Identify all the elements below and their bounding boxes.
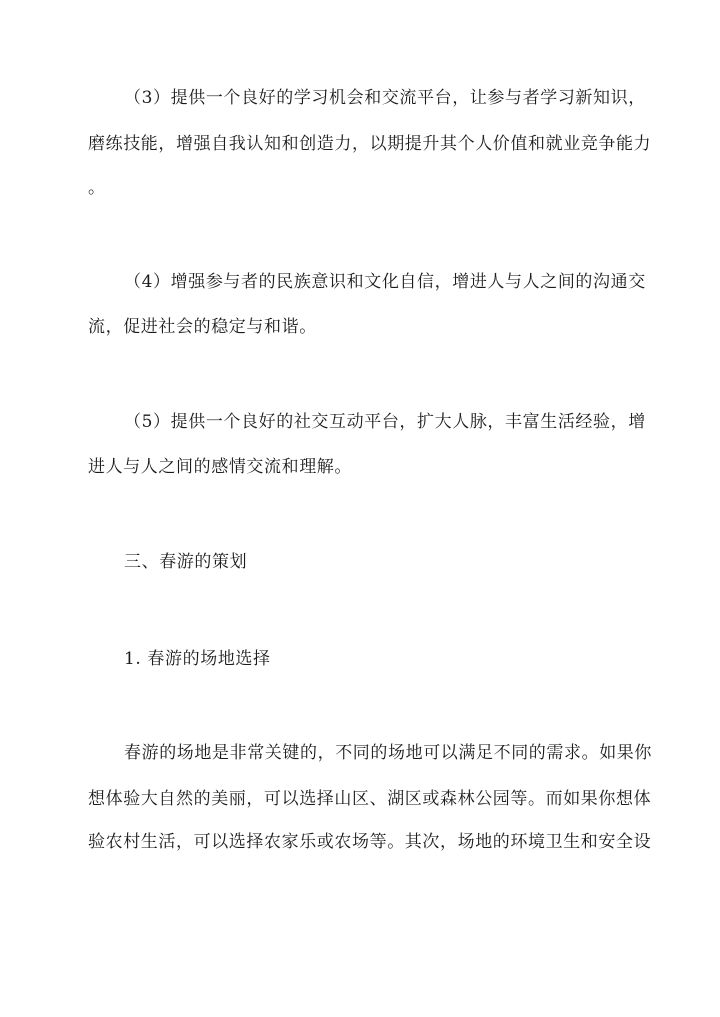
paragraph-item-5-line-1: （5）提供一个良好的社交互动平台，扩大人脉，丰富生活经验，增 (124, 412, 646, 432)
subsection-heading: 1. 春游的场地选择 (124, 649, 271, 669)
body-paragraph-line-2: 想体验大自然的美丽，可以选择山区、湖区或森林公园等。而如果你想体 (88, 789, 652, 809)
paragraph-item-3-line-3: 。 (88, 178, 106, 198)
paragraph-item-3-line-1: （3）提供一个良好的学习机会和交流平台，让参与者学习新知识， (124, 88, 646, 108)
paragraph-item-4-line-1: （4）增强参与者的民族意识和文化自信，增进人与人之间的沟通交 (124, 272, 646, 292)
body-paragraph-line-3: 验农村生活，可以选择农家乐或农场等。其次，场地的环境卫生和安全设 (88, 832, 652, 852)
body-paragraph-line-1: 春游的场地是非常关键的，不同的场地可以满足不同的需求。如果你 (124, 743, 652, 763)
paragraph-item-4-line-2: 流，促进社会的稳定与和谐。 (88, 317, 317, 337)
paragraph-item-3-line-2: 磨练技能，增强自我认知和创造力，以期提升其个人价值和就业竞争能力 (88, 134, 652, 154)
section-heading: 三、春游的策划 (124, 552, 248, 572)
paragraph-item-5-line-2: 进人与人之间的感情交流和理解。 (88, 457, 352, 477)
